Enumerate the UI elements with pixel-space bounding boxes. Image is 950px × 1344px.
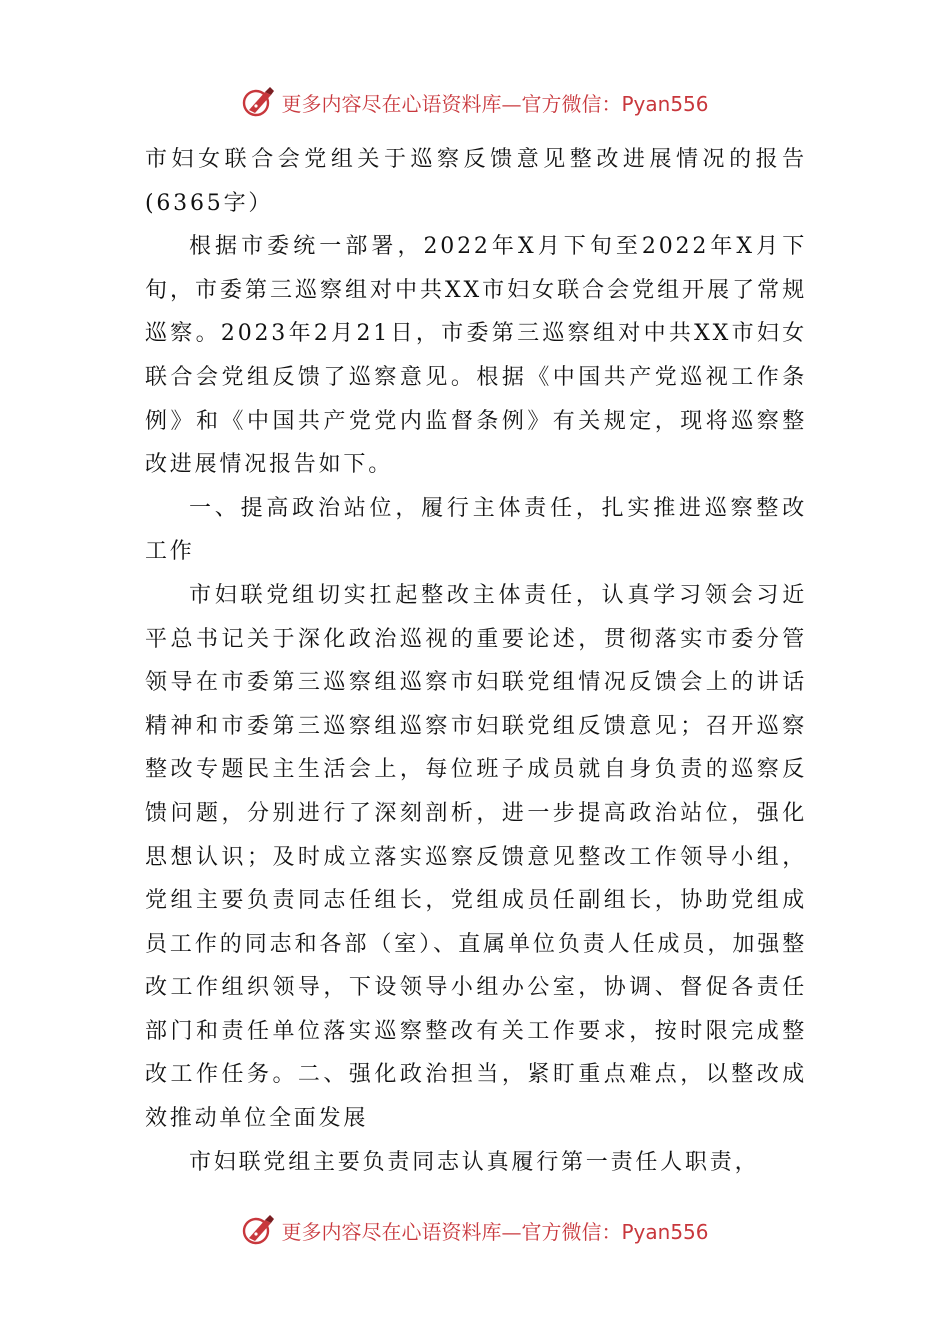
- pen-nib-logo-icon: [241, 84, 277, 120]
- footer-watermark-banner: [0, 1208, 950, 1252]
- document-title: 市妇女联合会党组关于巡察反馈意见整改进展情况的报告(6365字）: [145, 147, 807, 216]
- pen-nib-logo-icon: [241, 1212, 277, 1248]
- section-heading-1: 一、提高政治站位，履行主体责任，扎实推进巡察整改工作: [145, 495, 807, 565]
- watermark-text: 更多内容尽在心语资料库—官方微信：Pyan556: [281, 1219, 709, 1244]
- paragraph-intro: 根据市委统一部署，2022年X月下旬至2022年X月下旬，市委第三巡察组对中共XX市妇女联合会党组开展了常规巡察。2023年2月21日，市委第三巡察组对中共XX市妇女联合会党组反馈了巡察意见。根据《中国共产党巡视工作条例》和《中国共产党党内监督条例》有关规定，现将巡察整改进展情况报告如下。: [145, 234, 807, 478]
- wechat-handle: Pyan556: [621, 1219, 709, 1244]
- paragraph-section-1: 市妇联党组切实扛起整改主体责任，认真学习领会习近平总书记关于深化政治巡视的重要论述，贯彻落实市委分管领导在市委第三巡察组巡察市妇联党组情况反馈会上的讲话精神和市委第三巡察组巡察市妇联党组反馈意见；召开巡察整改专题民主生活会上，每位班子成员就自身负责的巡察反馈问题，分别进行了深刻剖析，进一步提高政治站位，强化思想认识；及时成立落实巡察反馈意见整改工作领导小组，党组主要负责同志任组长，党组成员任副组长，协助党组成员工作的同志和各部（室）、直属单位负责人任成员，加强整改工作组织领导，下设领导小组办公室，协调、督促各责任部门和责任单位落实巡察整改有关工作要求，按时限完成整改工作任务。二、强化政治担当，紧盯重点难点，以整改成效推动单位全面发展: [145, 582, 807, 1132]
- watermark-text: 更多内容尽在心语资料库—官方微信：Pyan556: [281, 91, 709, 116]
- paragraph-section-2-start: 市妇联党组主要负责同志认真履行第一责任人职责，: [189, 1149, 760, 1175]
- header-watermark-banner: [0, 80, 950, 124]
- document-body: [145, 138, 807, 1184]
- wechat-handle: Pyan556: [621, 91, 709, 116]
